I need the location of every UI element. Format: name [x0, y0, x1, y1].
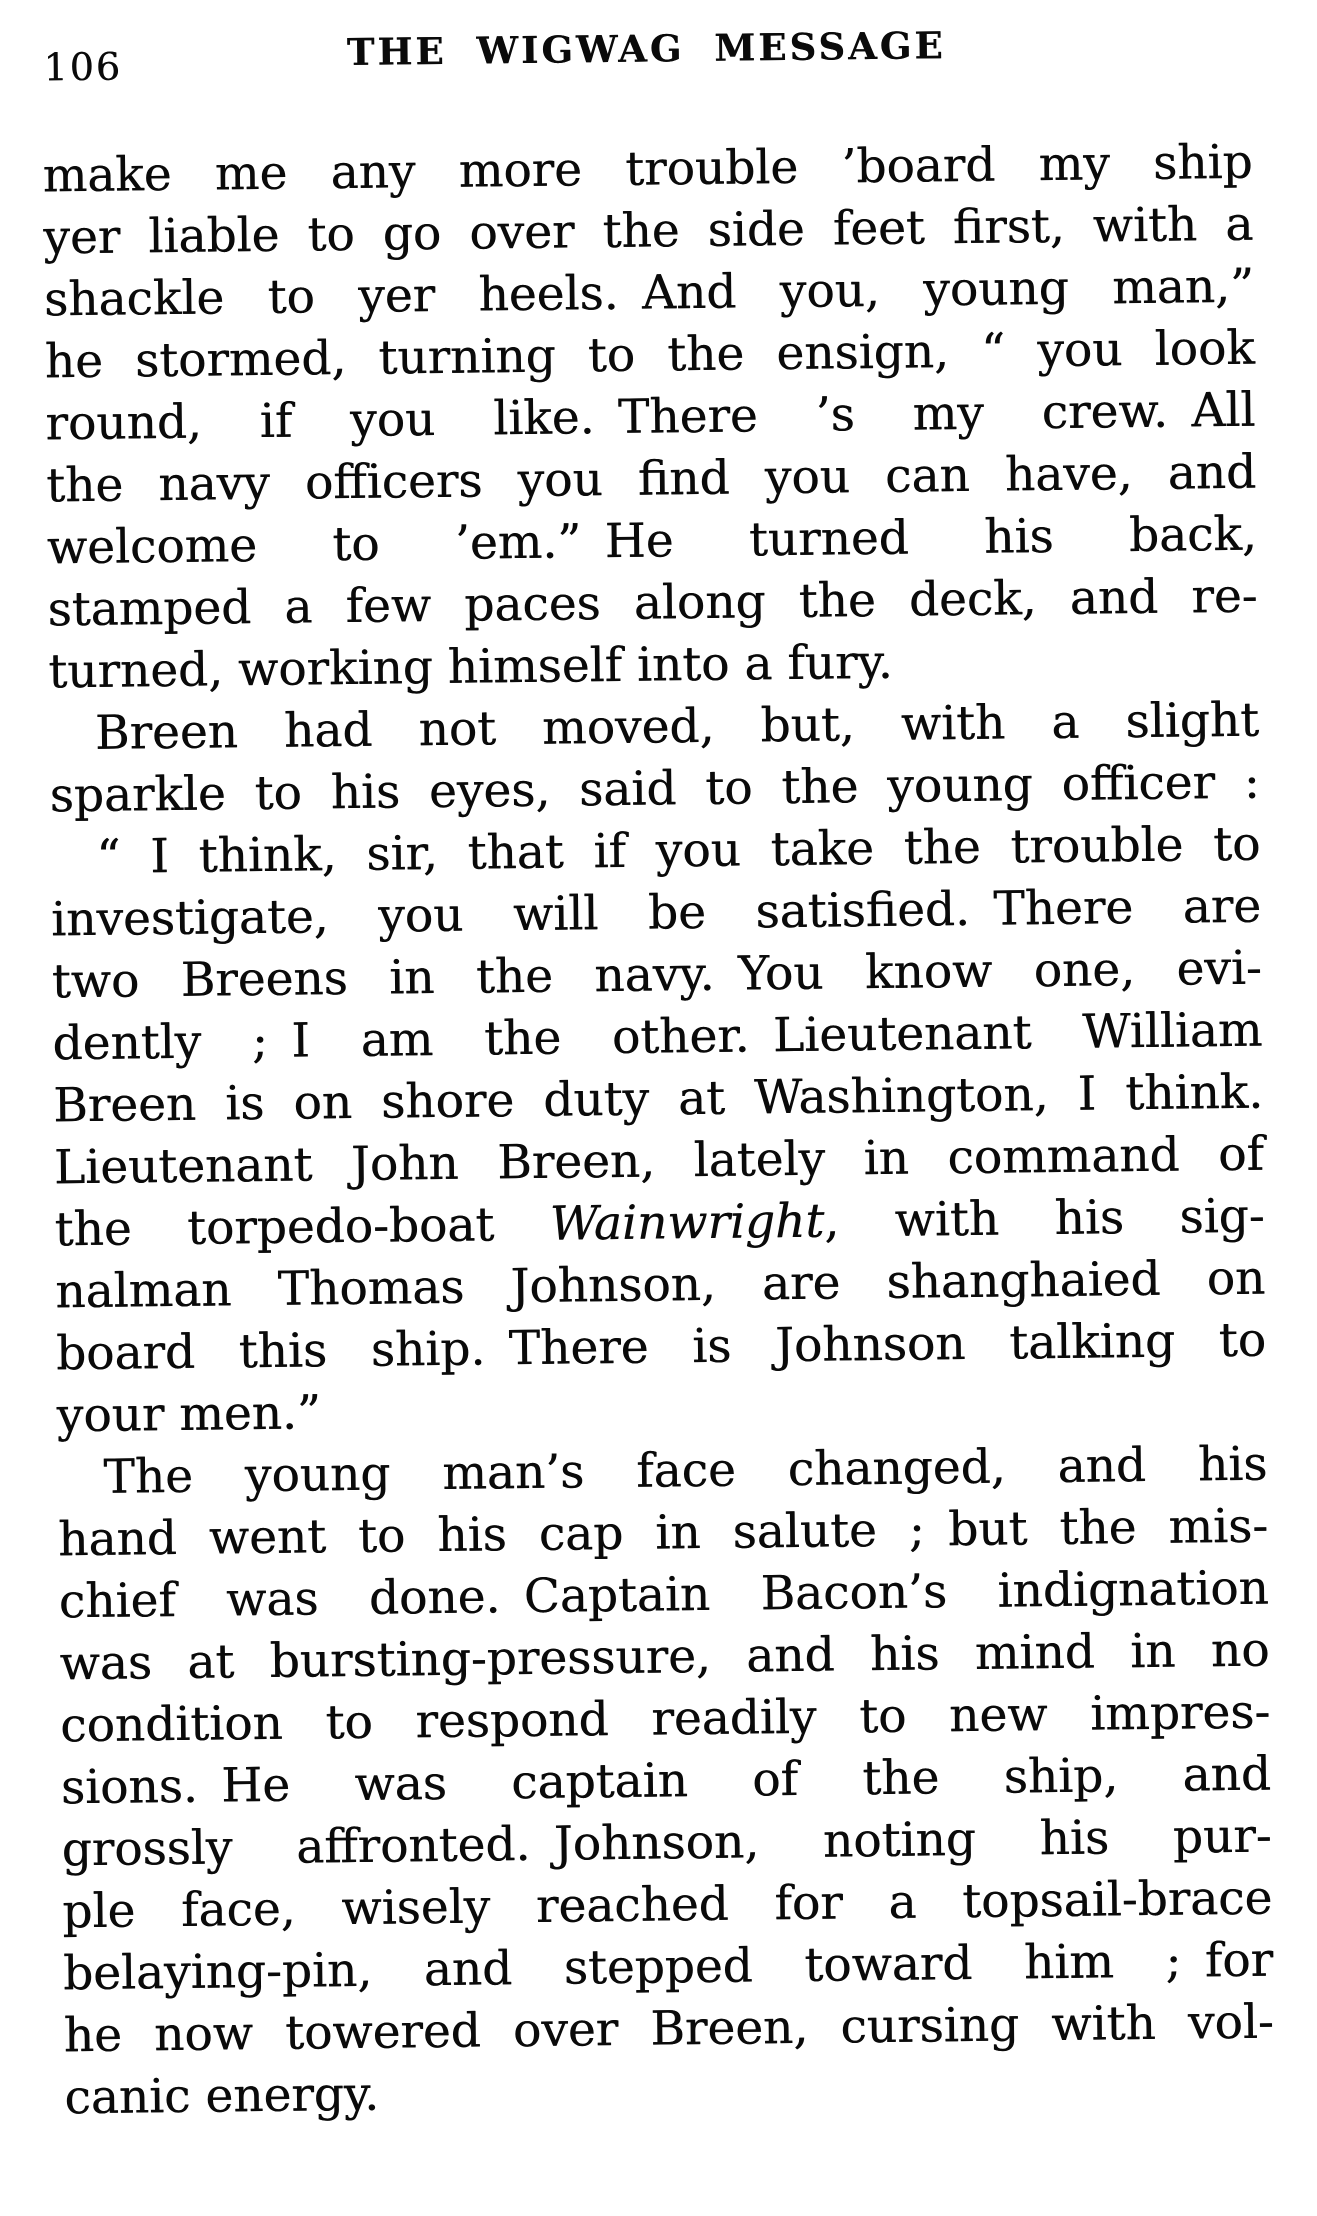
paragraph-4 — [57, 1434, 1275, 2130]
text-line: grossly affronted. Johnson, noting his pur- — [61, 1808, 1272, 1878]
text-line: belaying-pin, and stepped toward him ; for — [62, 1932, 1274, 2002]
text-line: yer liable to go over the side feet first, with a — [43, 196, 1254, 266]
text-line: was at bursting-pressure, and his mind in no — [59, 1622, 1270, 1692]
text-segment: , with his sig- — [823, 1188, 1265, 1249]
text-line: The young man’s face changed, and his — [103, 1436, 1268, 1505]
page-body — [42, 132, 1274, 2130]
text-line: your men.” — [56, 1385, 322, 1444]
text-line: board this ship. There is Johnson talking to — [55, 1312, 1267, 1382]
text-line: hand went to his cap in salute ; but the mis- — [57, 1498, 1269, 1568]
text-line: canic energy. — [64, 2066, 380, 2126]
text-line: the navy officers you find you can have, and — [45, 444, 1257, 514]
text-line: round, if you like. There ’s my crew. All — [45, 382, 1256, 452]
page-header — [41, 20, 1252, 104]
text-segment: the torpedo-boat — [54, 1196, 550, 1258]
text-line: turned, working himself into a fury. — [47, 634, 893, 700]
paragraph-3 — [50, 814, 1267, 1448]
text-line: “ I think, sir, that if you take the trouble to — [96, 816, 1261, 885]
text-line: two Breens in the navy. You know one, evi- — [51, 940, 1263, 1010]
text-line: shackle to yer heels. And you, young man,” — [43, 258, 1255, 328]
text-line: nalman Thomas Johnson, are shanghaied on — [55, 1250, 1266, 1320]
text-line: dently ; I am the other. Lieutenant William — [52, 1002, 1263, 1072]
text-line: condition to respond readily to new impres- — [59, 1684, 1271, 1754]
text-line: Breen had not moved, but, with a slight — [94, 692, 1260, 761]
paragraph-1 — [42, 132, 1258, 704]
text-line: stamped a few paces along the deck, and re- — [47, 568, 1258, 638]
page-number: 106 — [43, 44, 123, 90]
text-line: sions. He was captain of the ship, and — [60, 1746, 1272, 1816]
text-line: welcome to ’em.” He turned his back, — [46, 506, 1258, 576]
text-line: sparkle to his eyes, said to the young officer : — [49, 754, 1260, 824]
text-line: ple face, wisely reached for a topsail-brace — [62, 1870, 1273, 1940]
text-line: investigate, you will be satisfied. There are — [50, 878, 1262, 948]
running-head-title: THE WIGWAG MESSAGE — [346, 23, 946, 74]
paragraph-2 — [49, 690, 1260, 828]
text-line: make me any more trouble ’board my ship — [42, 134, 1253, 204]
text-line: he now towered over Breen, cursing with vol- — [63, 1994, 1274, 2064]
text-line: Lieutenant John Breen, lately in command of — [53, 1126, 1265, 1196]
text-line: chief was done. Captain Bacon’s indignation — [58, 1560, 1270, 1630]
ship-name-italic: Wainwright — [549, 1193, 825, 1252]
text-line: Breen is on shore duty at Washington, I think. — [52, 1064, 1264, 1134]
text-line: he stormed, turning to the ensign, “ you look — [44, 320, 1255, 390]
